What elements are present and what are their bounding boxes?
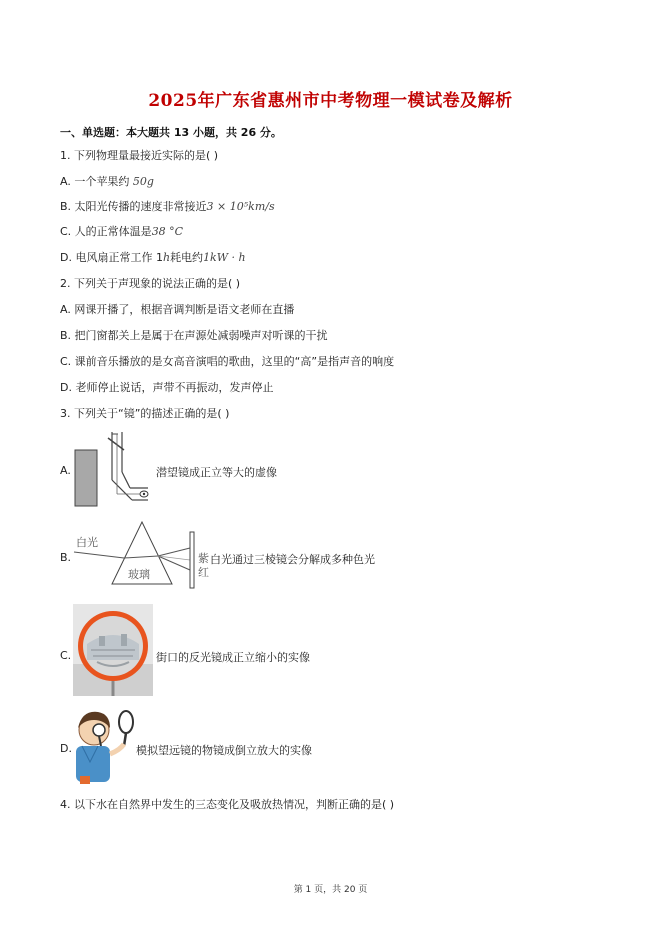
q2-stem: 2. 下列关于声现象的说法正确的是( ) [60,277,241,290]
q2-option-c: C. 课前音乐播放的是女高音演唱的歌曲，这里的“高”是指声音的响度 [60,355,395,368]
prism-label-purple: 紫 [198,552,209,565]
q1-option-d-math2: 1kW · h [203,251,246,264]
prism-label-red: 红 [198,566,209,579]
q1-option-a-text: A. 一个苹果约 [60,175,133,188]
q1-option-b [60,200,275,214]
q4-stem: 4. 以下水在自然界中发生的三态变化及吸放热情况，判断正确的是( ) [60,798,395,811]
q1-option-a-math: 50g [132,175,154,188]
page-title: 2025年广东省惠州市中考物理一模试卷及解析 [148,91,513,111]
periscope-figure [72,430,154,510]
q1-option-d-math1: h [162,251,171,264]
q1-option-d-mid: 耗电约 [170,251,204,264]
q1-option-b-math: 3 × 10⁵km/s [206,200,275,213]
q3-option-a-text: 潜望镜成正立等大的虚像 [156,466,277,479]
q3-option-b-label: B. [60,551,72,564]
q1-stem: 1. 下列物理量最接近实际的是( ) [60,149,219,162]
page-footer: 第 1 页，共 20 页 [293,885,368,895]
prism-label-white: 白光 [76,536,98,549]
q3-option-a-label: A. [60,464,71,477]
section-heading: 一、单选题：本大题共 13 小题，共 26 分。 [60,126,282,139]
q3-option-c-label: C. [60,649,72,662]
q3-option-b-text: 白光通过三棱镜会分解成多种色光 [210,553,375,566]
q1-option-c [60,225,183,239]
prism-label-glass: 玻璃 [128,568,150,581]
q3-option-d-label: D. [60,742,72,755]
telescope-model-figure [70,706,138,786]
q2-option-d: D. 老师停止说话，声带不再振动，发声停止 [60,381,274,394]
q1-option-c-math: 38 °C [151,225,184,238]
q1-option-d [60,251,246,265]
q1-option-b-text: B. 太阳光传播的速度非常接近 [60,200,207,213]
prism-figure [72,518,222,594]
q2-option-a: A. 网课开播了，根据音调判断是语文老师在直播 [60,303,295,316]
q1-option-c-text: C. 人的正常体温是 [60,225,152,238]
q1-option-d-text: D. 电风扇正常工作 1 [60,251,163,264]
q3-stem: 3. 下列关于“镜”的描述正确的是( ) [60,407,230,420]
q3-option-d-text: 模拟望远镜的物镜成倒立放大的实像 [136,744,312,757]
q3-option-c-text: 街口的反光镜成正立缩小的实像 [156,651,310,664]
q2-option-b: B. 把门窗都关上是属于在声源处减弱噪声对听课的干扰 [60,329,328,342]
q1-option-a [60,175,154,189]
traffic-mirror-figure [73,604,153,696]
